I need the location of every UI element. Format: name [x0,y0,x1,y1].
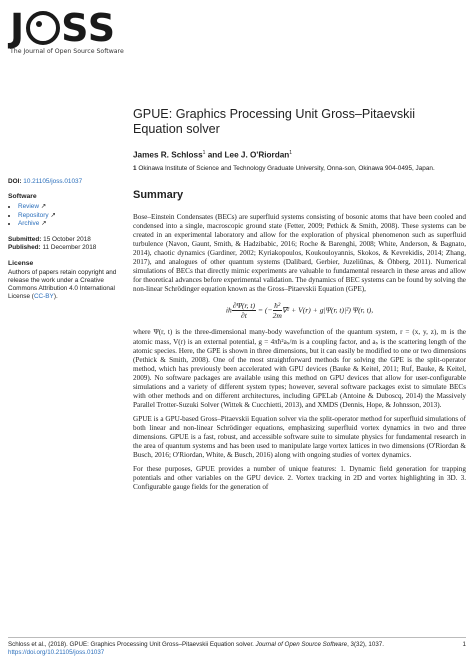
footer-citation: Schloss et al., (2018). GPUE: Graphics Processing Unit Gross–Pitaevskii Equation solver. [8,641,256,648]
published-row [8,244,123,252]
footer-divider [8,637,466,638]
author-1-affil: 1 [202,150,206,156]
eq-rhs-rest: ∇² + V(r) + g|Ψ(r, t)|²) Ψ(r, t), [281,305,374,315]
published-date: 11 December 2018 [42,244,97,252]
joss-logo-mark [10,6,140,50]
affiliation [133,165,466,173]
joss-logo [10,6,140,55]
review-link[interactable]: Review [18,203,39,211]
doi-link[interactable]: 10.21105/joss.01037 [23,178,83,185]
external-link-icon: ↗ [50,211,56,219]
doi-label: DOI: [8,178,22,185]
submitted-row [8,236,123,244]
sidebar [8,178,123,301]
eq-lhs-fraction [232,301,256,320]
author-2-affil: 1 [289,150,293,156]
list-item [18,203,123,211]
logo-letters-ss: SS [61,6,117,50]
license-heading: License [8,260,34,268]
page-footer [8,641,466,657]
paragraph-3: GPUE is a GPU-based Gross–Pitaevskii Equation solver via the split-operator method for superfluid simulations of both linear and non-linear Schrödinger equations, emphasizing superfluid vortex dynamics in two and three dimensions. GPUE is a fast, robust, and accessible software suite to simulate physics for fundamental research in the area of quantum systems and has been used to manipulate large vortex lattices in two dimensions (O'Riordan & Busch, 2016; O'Riordan, White, & Busch, 2016) along with ongoing studies of vortex dynamics. [133,414,466,460]
footer-volume: , 3(32), 1037. [347,641,384,648]
author-2: and Lee J. O'Riordan [205,150,290,160]
footer-journal: Journal of Open Source Software [255,641,348,648]
eq-lhs-num: ∂Ψ(r, t) [232,301,255,311]
paragraph-4: For these purposes, GPUE provides a number of unique features: 1. Dynamic field generation for trapping potentials and other variables on the GPU device. 2. Vortex tracking in 2D and vortex highlighting in 3D. 3. Configurable gauge fields for the generation of [133,465,466,492]
eq-rhs-den: 2m [272,311,282,321]
eq-rhs-num: ħ² [274,301,281,311]
eq-lhs-prefix: iħ [225,305,232,315]
external-link-icon: ↗ [41,219,47,227]
submitted-label: Submitted: [8,236,42,244]
paragraph-2: where Ψ(r, t) is the three-dimensional many-body wavefunction of the quantum system, r = (x, y, z), m is the atomic mass, V(r) is an external potential, g = 4πħ²aₛ/m is a coupling factor, and aₛ is the scattering length of the atomic species. Here, the GPE is shown in three dimensions, but it can easily be modified to one or two dimensions (Pethick & Smith, 2008). One of the most straightforward methods for solving the GPE is the split-operator method, which has previously been accelerated with GPU devices (Bauke & Keitel, 2011; Ruf, Bauke, & Keitel, 2009). No software packages are available using this method on GPU devices that allow for user-configurable simulations and a variety of different system types; however, several software packages exist to simulate BECs with other methods and on different architectures, including GPELab (Antoine & Duboscq, 2014) the Massively Parallel Trotter-Suzuki Solver (Wittek & Cucchietti, 2013), and XMDS (Dennis, Hope, & Johnsson, 2013). [133,328,466,409]
external-link-icon: ↗ [40,203,47,211]
eq-rhs-fraction [273,301,282,320]
author-list [133,150,466,160]
doi-row [8,178,123,186]
summary-heading: Summary [133,188,184,201]
affiliation-number: 1 [133,164,137,172]
footer-doi-link[interactable]: https://doi.org/10.21105/joss.01037 [8,649,105,656]
paragraph-1: Bose–Einstein Condensates (BECs) are superfluid systems consisting of bosonic atoms that have been cooled and condensed into a single, macroscopic ground state (Fetter, 2009; Pethick & Smith, 2008). These systems can be created in an experimental laboratory and allow for the exploration of physical phenomenon such as superfluid turbulence (Navon, Gaunt, Smith, & Hadzibabic, 2016; Roche & Barenghi, 2008; White, Anderson, & Bagnato, 2014), chaotic dynamics (Gardiner, 2002; Kyriakopoulos, Koukouloyannis, Skokos, & Kevrekidis, 2014; Zhang, 2017), and analogues of other quantum systems (Dalibard, Gerbier, Juzeliūnas, & Öhberg, 2011). Numerical simulations of BECs that directly mimic experiments are valuable to fundamental research in these areas and allow for theoretical advances before experimental validation. The dynamics of BEC systems can be found by solving the non-linear Schrödinger equation known as the Gross–Pitaevskii Equation (GPE), [133,212,466,294]
eq-rhs-open: (− [264,305,273,315]
author-1: James R. Schloss [133,150,203,160]
software-heading: Software [8,193,37,201]
cc-by-link[interactable]: CC-BY [33,293,54,301]
paper-title: GPUE: Graphics Processing Unit Gross–Pitaevskii Equation solver [133,107,416,136]
logo-letter-j: J [10,6,26,50]
archive-link[interactable]: Archive [18,219,40,227]
published-label: Published: [8,244,41,252]
list-item [18,220,123,228]
affiliation-text: Okinawa Institute of Science and Technology Graduate University, Onna-son, Okinawa 904-0495, Japan. [138,164,435,172]
list-item [18,212,123,220]
software-links [8,203,123,228]
eq-lhs-den: ∂t [240,311,247,321]
license-end: ). [53,293,58,301]
summary-body [133,213,466,492]
gpe-equation [133,301,466,320]
page-number: 1 [462,641,466,648]
repository-link[interactable]: Repository [18,211,49,219]
journal-name: The Journal of Open Source Software [10,48,124,55]
license-text [8,269,123,302]
eq-equals: = [255,305,265,315]
submitted-date: 15 October 2018 [43,236,91,244]
license-body: Authors of papers retain copyright and release the work under a Creative Commons Attribution 4.0 International License ( [8,268,117,301]
main-content [133,107,466,497]
logo-ring-icon [26,11,60,45]
